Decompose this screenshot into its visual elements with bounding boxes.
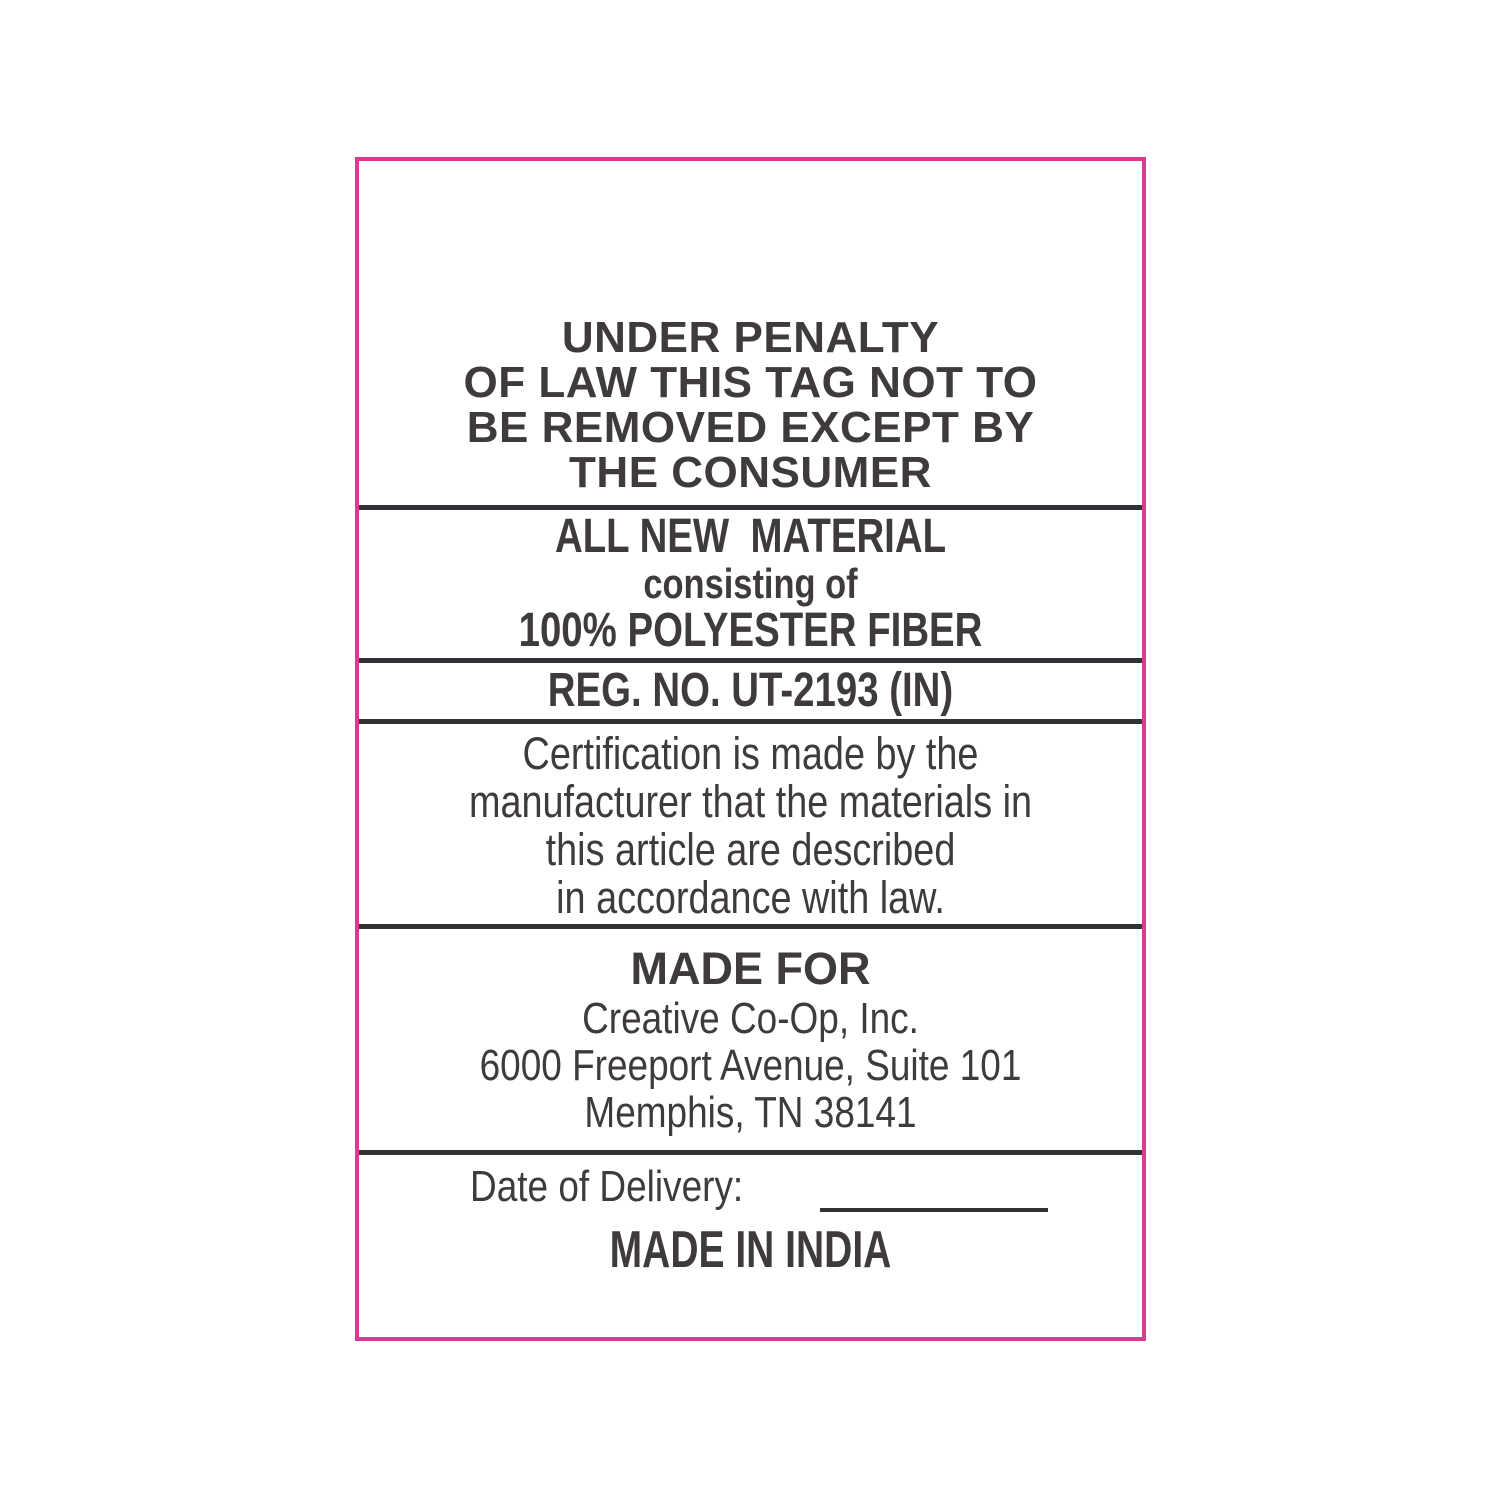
section-registration xyxy=(359,663,1142,719)
certification-line: Certification is made by the xyxy=(522,728,979,779)
company-name: Creative Co-Op, Inc. xyxy=(582,994,919,1043)
company-city-state-zip: Memphis, TN 38141 xyxy=(584,1088,917,1137)
material-heading: ALL NEW MATERIAL xyxy=(554,510,947,563)
certification-line: in accordance with law. xyxy=(556,872,945,923)
section-delivery xyxy=(359,1155,1142,1335)
material-subheading: consisting of xyxy=(643,560,858,607)
date-of-delivery-label: Date of Delivery: xyxy=(470,1162,744,1211)
penalty-line: BE REMOVED EXCEPT BY xyxy=(466,403,1035,452)
registration-number: REG. NO. UT-2193 (IN) xyxy=(547,664,954,717)
section-made-for xyxy=(359,929,1142,1150)
date-fill-in-line xyxy=(820,1208,1048,1212)
material-content: 100% POLYESTER FIBER xyxy=(518,604,983,657)
law-tag-label xyxy=(355,157,1146,1341)
section-penalty-notice xyxy=(359,161,1142,505)
penalty-line: OF LAW THIS TAG NOT TO xyxy=(463,358,1038,407)
certification-line: this article are described xyxy=(545,824,956,875)
section-material xyxy=(359,510,1142,658)
made-in-origin-text: MADE IN INDIA xyxy=(609,1221,892,1279)
penalty-line: UNDER PENALTY xyxy=(561,313,940,362)
made-for-heading: MADE FOR xyxy=(630,943,871,994)
certification-line: manufacturer that the materials in xyxy=(468,776,1033,827)
section-certification xyxy=(359,724,1142,924)
company-address: 6000 Freeport Avenue, Suite 101 xyxy=(479,1041,1022,1090)
penalty-line: THE CONSUMER xyxy=(569,448,932,497)
